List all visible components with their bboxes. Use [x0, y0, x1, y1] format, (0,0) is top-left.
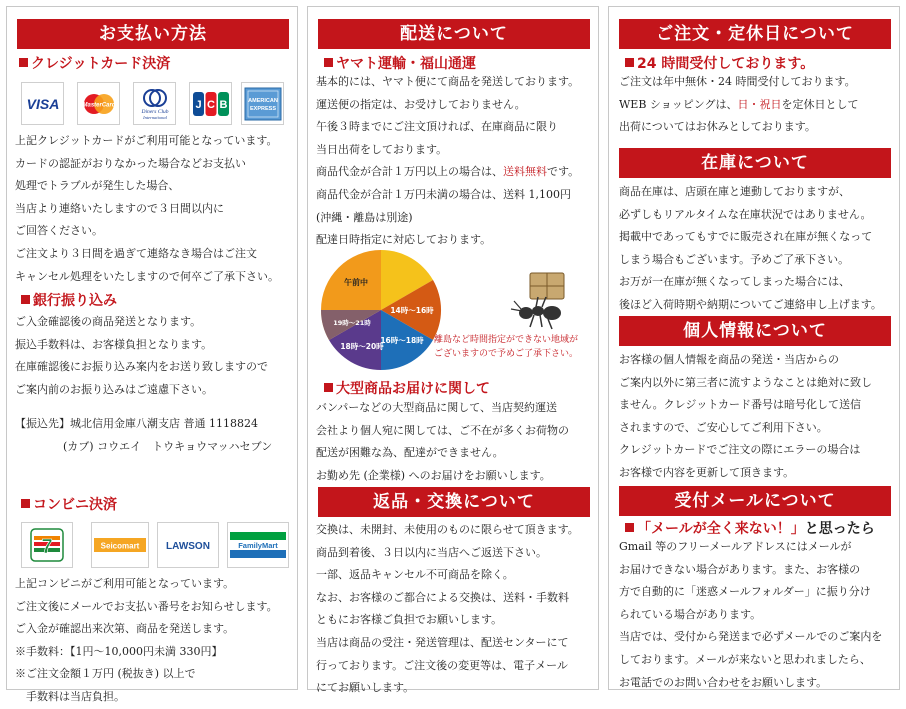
payment-title: お支払い方法 [17, 19, 289, 49]
bank-text [15, 311, 268, 401]
text-line: ご注文後にメールでお支払い番号をお知らせします。 [15, 599, 278, 613]
svg-text:International: International [142, 114, 167, 120]
svg-text:C: C [206, 98, 215, 111]
text-line: 上記クレジットカードがご利用可能となっています。 [15, 134, 278, 147]
svg-text:FamilyMart: FamilyMart [238, 541, 278, 550]
text-line: ご案内前のお振り込みはご遠慮下さい。 [15, 382, 213, 396]
shipping-title: 配送について [318, 19, 590, 49]
bullet-square-icon [21, 295, 30, 304]
privacy-title: 個人情報について [619, 316, 891, 346]
account-line: 【振込先】城北信用金庫八潮支店 普通 1118824 [15, 417, 258, 430]
holiday-text [619, 71, 858, 139]
text-line: 商品到着後、３日以内に当店へご返送下さい。 [316, 545, 547, 559]
bullet-square-icon [625, 58, 634, 67]
text-line: ご注文より３日間を過ぎて連絡なき場合はご注文 [15, 246, 257, 260]
text-line: 基本的には、ヤマト便にて商品を発送しております。 [316, 75, 580, 88]
bullet-square-icon [19, 58, 28, 67]
text-line: キャンセル処理をいたしますので何卒ご了承下さい。 [15, 269, 279, 283]
bullet-square-icon [324, 58, 333, 67]
mail-title: 受付メールについて [619, 486, 891, 516]
shipping-column [307, 6, 599, 695]
holiday-heading-label: 24 時間受付しております。 [637, 56, 815, 72]
text-line: ともにお客様ご負担でお願いします。 [316, 613, 503, 627]
text-line: 必ずしもリアルタイムな在庫状況ではありません。 [619, 207, 872, 221]
text-line: ※手数料：【1円〜10,000円未満 330円】 [15, 644, 223, 658]
text-line: クレジットカードでご注文の際にエラーの場合は [619, 443, 861, 457]
text-line: 当日出荷をしております。 [316, 142, 448, 156]
text-line: 方で自動的に「迷惑メールフォルダー」に振り分け [619, 585, 871, 599]
text-line: お勤め先 (企業様) へのお届けをお願いします。 [316, 468, 551, 482]
bullet-square-icon [625, 523, 634, 532]
text-line: 振込手数料は、お客様負担となります。 [15, 337, 213, 351]
free-shipping-suffix: です。 [547, 165, 580, 179]
text-line: (沖縄・離島は別途) [316, 210, 413, 224]
text-line: 一部、返品キャンセル不可商品を除く。 [316, 568, 514, 582]
text-line: しまう場合もございます。予めご了承下さい。 [619, 252, 850, 266]
holiday-title: ご注文・定休日について [619, 19, 891, 49]
amex-logo-icon [241, 82, 284, 125]
svg-text:B: B [219, 98, 227, 111]
free-shipping-prefix: 商品代金が合計１万円以上の場合は、 [316, 165, 503, 179]
visa-logo-icon [21, 82, 64, 125]
text-line: ※ご注文金額１万円 (税抜き) 以上で [15, 667, 196, 681]
returns-title: 返品・交換について [318, 487, 590, 517]
text-line: バンパーなどの大型商品に関して、当店契約運送 [316, 401, 558, 414]
text-line: なお、お客様のご都合による交換は、送料・手数料 [316, 590, 569, 604]
account-name-line: (カブ) コウエイ トウキョウマッハセブン [63, 439, 273, 453]
island-note [434, 333, 578, 361]
text-line: 出荷についてはお休みとしております。 [619, 120, 816, 134]
text-line: ご回答ください。 [15, 224, 103, 238]
carrier-text [316, 71, 579, 252]
text-line: 後ほど入荷時期や納期についてご連絡申し上げます。 [619, 297, 882, 311]
jcb-logo-icon [189, 82, 232, 125]
text-line: お届けできない場合があります。また、お客様の [619, 562, 861, 576]
bank-account [15, 413, 272, 458]
text-line: にてお願いします。 [316, 681, 415, 695]
text-line: 午後３時までにご注文頂ければ、在庫商品に限り [316, 120, 558, 134]
diners-club-logo-icon [133, 82, 176, 125]
credit-heading-label: クレジットカード決済 [31, 56, 171, 72]
stock-title: 在庫について [619, 148, 891, 178]
convenience-heading [21, 494, 117, 514]
lawson-logo-icon [157, 522, 219, 568]
text-line: 当店より連絡いたしますので３日間以内に [15, 201, 224, 215]
text-line: 手数料は当店負担。 [15, 689, 125, 703]
text-line: お客様で内容を更新して頂きます。 [619, 465, 795, 479]
text-line: 配達日時指定に対応しております。 [316, 233, 492, 247]
text-line: 処理でトラブルが発生した場合、 [15, 179, 180, 193]
familymart-logo-icon [227, 522, 289, 568]
holiday-days-line [619, 94, 858, 117]
text-line: カードの認証がおりなかった場合などお支払い [15, 156, 246, 170]
text-line: 会社より個人宛に関しては、ご不在が多くお荷物の [316, 423, 569, 437]
large-item-text [316, 397, 569, 487]
mastercard-logo-icon [77, 82, 120, 125]
svg-text:AMERICAN: AMERICAN [247, 97, 278, 104]
bank-heading-label: 銀行振り込み [33, 293, 117, 309]
returns-text [316, 519, 579, 700]
text-line: 行っております。ご注文後の変更等は、電子メール [316, 658, 568, 672]
holiday-days-highlight: 日・祝日 [737, 97, 782, 111]
holiday-days-suffix: を定休日として [781, 97, 859, 111]
carrier-heading-label: ヤマト運輸・福山通運 [336, 56, 476, 72]
payment-column [6, 6, 298, 703]
info-column [608, 6, 900, 690]
svg-text:EXPRESS: EXPRESS [249, 105, 276, 112]
text-line: 掲載中であってもすでに販売され在庫が無くなって [619, 230, 873, 244]
island-note-line: 離島など時間指定ができない地域が [434, 335, 579, 345]
svg-text:MasterCard: MasterCard [81, 102, 116, 108]
mail-text [619, 536, 882, 694]
pie-label-19-21: 19時〜21時 [333, 319, 371, 327]
text-line: お客様の個人情報を商品の発送・当店からの [619, 353, 839, 366]
text-line: ご入金が確認出来次第、商品を発送します。 [15, 622, 235, 636]
mail-warning-heading [625, 518, 875, 538]
convenience-heading-label: コンビニ決済 [33, 497, 117, 513]
free-shipping-highlight: 送料無料 [503, 165, 547, 179]
text-line: ご注文は年中無休・24 時間受付しております。 [619, 75, 856, 88]
convenience-text [15, 573, 278, 709]
text-line: ご案内以外に第三者に流すようなことは絶対に致し [619, 375, 872, 389]
text-line: 運送便の指定は、お受けしておりません。 [316, 97, 526, 111]
text-line: 商品在庫は、店頭在庫と連動しておりますが、 [619, 185, 850, 198]
stock-text [619, 181, 882, 317]
free-shipping-line [316, 161, 579, 184]
text-line: お電話でのお問い合わせをお願いします。 [619, 675, 828, 689]
svg-text:VISA: VISA [26, 95, 59, 112]
credit-heading [19, 53, 170, 73]
holiday-heading [625, 53, 814, 73]
large-item-heading [324, 378, 490, 398]
holiday-days-prefix: WEB ショッピングは、 [619, 97, 738, 111]
delivery-time-pie-icon [316, 245, 446, 375]
seven-eleven-logo-icon [21, 522, 73, 568]
seicomart-logo-icon [91, 522, 149, 568]
text-line: 上記コンビニがご利用可能となっています。 [15, 577, 235, 590]
text-line: しております。メールが来ないと思われましたら、 [619, 652, 871, 666]
bullet-square-icon [324, 383, 333, 392]
svg-text:Seicomart: Seicomart [100, 541, 140, 551]
text-line: ません。クレジットカード番号は暗号化して送信 [619, 398, 862, 412]
text-line: Gmail 等のフリーメールアドレスにはメールが [619, 540, 852, 553]
text-line: 当店では、受付から発送まで必ずメールでのご案内を [619, 630, 883, 644]
credit-text [15, 130, 279, 288]
svg-text:7: 7 [41, 536, 53, 558]
text-line: 交換は、未開封、未使用のものに限らせて頂きます。 [316, 523, 579, 536]
bank-heading [21, 290, 117, 310]
privacy-text [619, 349, 872, 485]
pie-label-morning: 午前中 [344, 278, 368, 287]
text-line: ご入金確認後の商品発送となります。 [15, 315, 202, 328]
mail-warning-suffix: と思ったら [804, 521, 875, 537]
mail-warning-highlight: 「メールが全く来ない！」 [637, 521, 805, 537]
large-item-heading-label: 大型商品お届けに関して [336, 381, 490, 397]
svg-text:J: J [194, 98, 202, 111]
text-line: お万が一在庫が無くなってしまった場合には、 [619, 275, 850, 289]
text-line: 商品代金が合計１万円未満の場合は、送料 1,100円 [316, 187, 571, 201]
carrier-heading [324, 53, 476, 73]
island-note-line: ございますので予めご了承下さい。 [434, 349, 579, 359]
text-line: 配送が困難な為、配達ができません。 [316, 446, 504, 460]
text-line: られている場合があります。 [619, 607, 762, 621]
text-line: 当店は商品の受注・発送管理は、配送センターにて [316, 635, 569, 649]
pie-label-16-18: 16時〜18時 [380, 336, 424, 345]
bullet-square-icon [21, 499, 30, 508]
ant-carrying-box-icon [508, 269, 580, 331]
text-line: されますので、ご安心してご利用下さい。 [619, 420, 828, 434]
pie-label-14-16: 14時〜16時 [390, 306, 434, 315]
svg-text:LAWSON: LAWSON [166, 541, 210, 552]
text-line: 在庫確認後にお振り込み案内をお送り致しますので [15, 360, 268, 374]
pie-label-18-20: 18時〜20時 [340, 342, 384, 351]
svg-text:Diners Club: Diners Club [140, 108, 169, 115]
